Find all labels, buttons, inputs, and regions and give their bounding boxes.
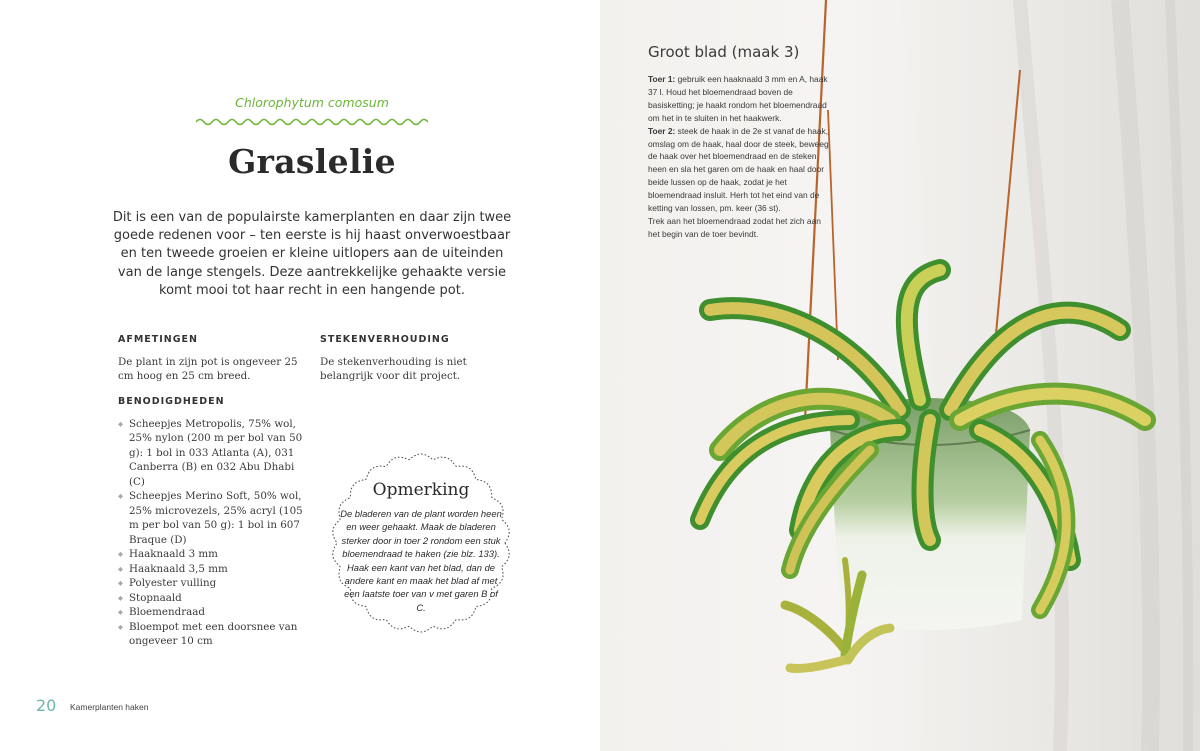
round-1-label: Toer 1: [648, 74, 676, 84]
left-column [118, 334, 308, 649]
dimensions-heading: AFMETINGEN [118, 334, 198, 345]
list-item: ◆ Bloempot met een doorsnee van ongeveer 10 cm [118, 620, 308, 649]
dimensions-text: De plant in zijn pot is ongeveer 25 cm hoog en 25 cm breed. [118, 356, 298, 383]
right-page-photo [600, 0, 1200, 751]
gauge-heading: STEKENVERHOUDING [320, 334, 450, 345]
round-1-text: gebruik een haaknaald 3 mm en A, haak 37 l. Houd het bloemendraad boven de basisketting; je haakt rondom het bloemendraad om het in te sluiten in het haakwerk. [648, 74, 828, 123]
pattern-heading: Groot blad (maak 3) [648, 43, 800, 61]
list-item: ◆ Polyester vulling [118, 576, 308, 591]
round-2-label: Toer 2: [648, 125, 676, 136]
supplies-heading: BENODIGDHEDEN [118, 395, 225, 407]
list-item: ◆ Haaknaald 3 mm [118, 547, 308, 562]
round-2-text: steek de haak in de 2e st vanaf de haak, omslag om de haak, haal door de steek, beweeg de haak over het bloemendraad en de steken heen en sla het garen om de haak en haal door beide lussen op de haak, zodat je het bloemendraad insluit. Herh tot het eind van de ketting van lossen, pm. keer (36 st). [648, 125, 829, 214]
supplies-list [118, 417, 308, 649]
note-text: De bladeren van de plant worden heen en weer gehaakt. Maak de bladeren sterker door in toer 2 rondom een stuk bloemendraad te haken (zie blz. 133). Haak een kant van het blad, dan de andere kant en maak het blad af met een laatste toer van v met garen B of C. [340, 508, 502, 613]
latin-name: Chlorophytum comosum [235, 95, 389, 110]
final-instruction: Trek aan het bloemendraad zodat het zich aan het begin van de toer bevindt. [648, 215, 821, 239]
wave-divider [196, 116, 428, 128]
running-head: Kamerplanten haken [70, 702, 149, 712]
page-number: 20 [36, 696, 57, 715]
note-title: Opmerking [372, 480, 470, 500]
pattern-instructions [648, 73, 832, 241]
list-item: ◆ Scheepjes Merino Soft, 50% wol, 25% microvezels, 25% acryl (105 m per bol van 50 g): 1 bol in 607 Braque (D) [118, 489, 308, 547]
list-item: ◆ Scheepjes Metropolis, 75% wol, 25% nylon (200 m per bol van 50 g): 1 bol in 033 Atlanta (A), 031 Canberra (B) en 032 Abu Dhabi (C) [118, 417, 308, 490]
list-item: ◆ Haaknaald 3,5 mm [118, 562, 308, 577]
intro-paragraph: Dit is een van de populairste kamerplanten en daar zijn twee goede redenen voor – ten eerste is hij haast onverwoestbaar en ten tweede groeien er kleine uitlopers aan de uiteinden van de lange stengels. Deze aantrekkelijke gehaakte versie komt mooi tot haar recht in een hangende pot. [112, 210, 512, 298]
list-item: ◆ Bloemendraad [118, 605, 308, 620]
list-item: ◆ Stopnaald [118, 591, 308, 606]
page-title: Graslelie [228, 142, 396, 181]
gauge-text: De stekenverhouding is niet belangrijk voor dit project. [320, 356, 467, 383]
right-column [320, 334, 520, 384]
